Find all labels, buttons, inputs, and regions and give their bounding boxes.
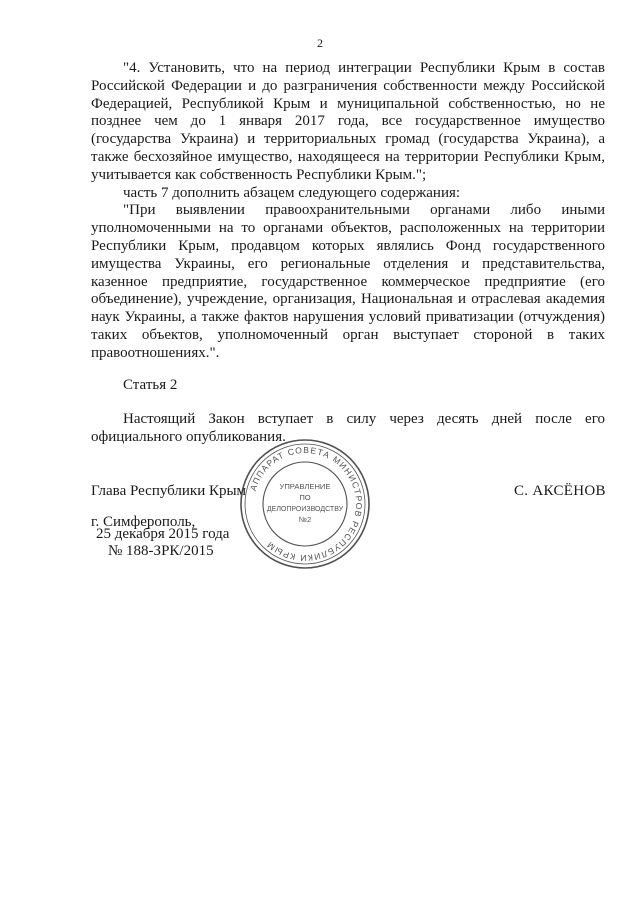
official-seal-stamp — [238, 437, 372, 571]
seal-line-3: ДЕЛОПРОИЗВОДСТВУ — [266, 506, 344, 513]
entry-into-force-paragraph: Настоящий Закон вступает в силу через десять дней после его официального опубликования. — [91, 411, 605, 445]
place-of-signing: г. Симферополь, — [91, 514, 196, 530]
law-number: № 188-ЗРК/2015 — [108, 543, 214, 559]
seal-line-4: №2 — [298, 515, 312, 524]
page-number: 2 — [317, 36, 323, 50]
amendment-paragraph-4: "4. Установить, что на период интеграции Республики Крым в состав Российской Федерации и до разграничения собственности между Российской Федерацией, Республикой Крым и муниципальной собственностью, но не позднее чем до 1 января 2017 года, все государственное имущество (государства Украина) и территориальных громад (государства Украина), а также бесхозяйное имущество, находящееся на территории Республики Крым, учитывается как собственность Республики Крым."; — [91, 60, 605, 183]
amendment-instruction: часть 7 дополнить абзацем следующего содержания: — [123, 184, 461, 201]
seal-line-2: ПО — [299, 493, 311, 502]
article-2-heading: Статья 2 — [123, 377, 178, 393]
seal-ring-text: АППАРАТ СОВЕТА МИНИСТРОВ РЕСПУБЛИКИ КРЫМ — [247, 444, 365, 564]
seal-line-1: УПРАВЛЕНИЕ — [279, 482, 331, 491]
signatory-title: Глава Республики Крым — [91, 483, 247, 499]
signing-date: 25 декабря 2015 года — [96, 526, 230, 542]
amendment-new-paragraph: "При выявлении правоохранительными органами либо иными уполномоченными на то органами объектов, расположенных на территории Республики Крым, продавцом которых являлись Фонд государственного имущества Украины, его региональные отделения и представительства, казенное предприятие, государственное коммерческое предприятие (его объединение), учреждение, организация, Национальная и отраслевая академия наук Украины, а также фактов нарушения условий приватизации (отчуждения) таких объектов, уполномоченный орган выступает стороной в таких правоотношениях.". — [91, 202, 605, 361]
signatory-name: С. АКСЁНОВ — [514, 483, 606, 499]
amendment-text — [91, 60, 605, 363]
